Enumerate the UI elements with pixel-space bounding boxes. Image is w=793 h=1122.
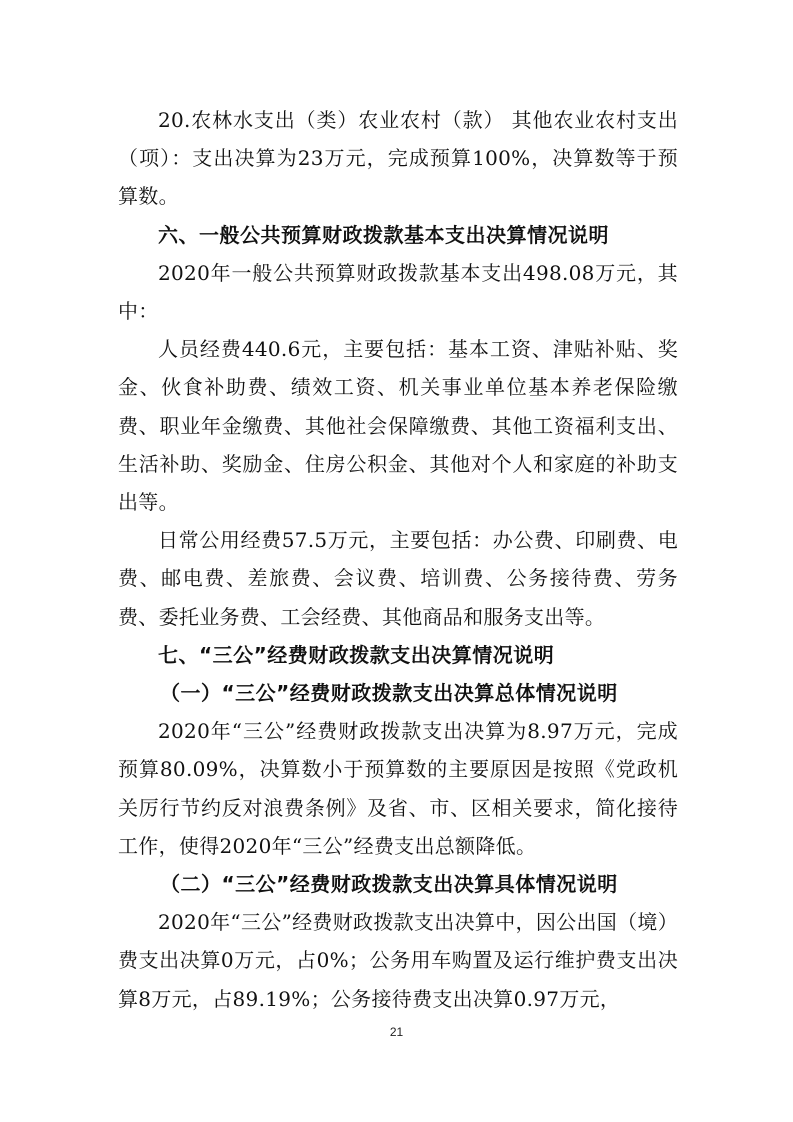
page-number: 21 — [389, 1025, 404, 1039]
paragraph-item-20: 20.农林水支出（类）农业农村（款） 其他农业农村支出（项）：支出决算为23万元，完成预算100%，决算数等于预算数。 — [118, 108, 678, 209]
subsection-heading-7-2: （二）“三公”经费财政拨款支出决算具体情况说明 — [160, 872, 618, 897]
paragraph-personnel-expenses: 人员经费440.6元，主要包括：基本工资、津贴补贴、奖金、伙食补助费、绩效工资、机关事业单位基本养老保险缴费、职业年金缴费、其他社会保障缴费、其他工资福利支出、生活补助、奖励金、住房公积金、其他对个人和家庭的补助支出等。 — [118, 337, 678, 515]
paragraph-three-public-overall: 2020年“三公”经费财政拨款支出决算为8.97万元，完成预算80.09%，决算数小于预算数的主要原因是按照《党政机关厉行节约反对浪费条例》及省、市、区相关要求，简化接待工作，使得2020年“三公”经费支出总额降低。 — [118, 719, 678, 858]
paragraph-basic-expenditure: 2020年一般公共预算财政拨款基本支出498.08万元，其中： — [118, 260, 678, 324]
paragraph-three-public-detail: 2020年“三公”经费财政拨款支出决算中，因公出国（境）费支出决算0万元，占0%；公务用车购置及运行维护费支出决算8万元，占89.19%；公务接待费支出决算0.97万元， — [118, 910, 678, 1011]
document-body — [118, 101, 678, 1018]
subsection-heading-7-1: （一）“三公”经费财政拨款支出决算总体情况说明 — [160, 681, 618, 706]
section-heading-7: 七、“三公”经费财政拨款支出决算情况说明 — [158, 642, 555, 667]
paragraph-public-expenses: 日常公用经费57.5万元，主要包括：办公费、印刷费、电费、邮电费、差旅费、会议费、培训费、公务接待费、劳务费、委托业务费、工会经费、其他商品和服务支出等。 — [118, 528, 678, 629]
section-heading-6: 六、一般公共预算财政拨款基本支出决算情况说明 — [158, 222, 609, 247]
